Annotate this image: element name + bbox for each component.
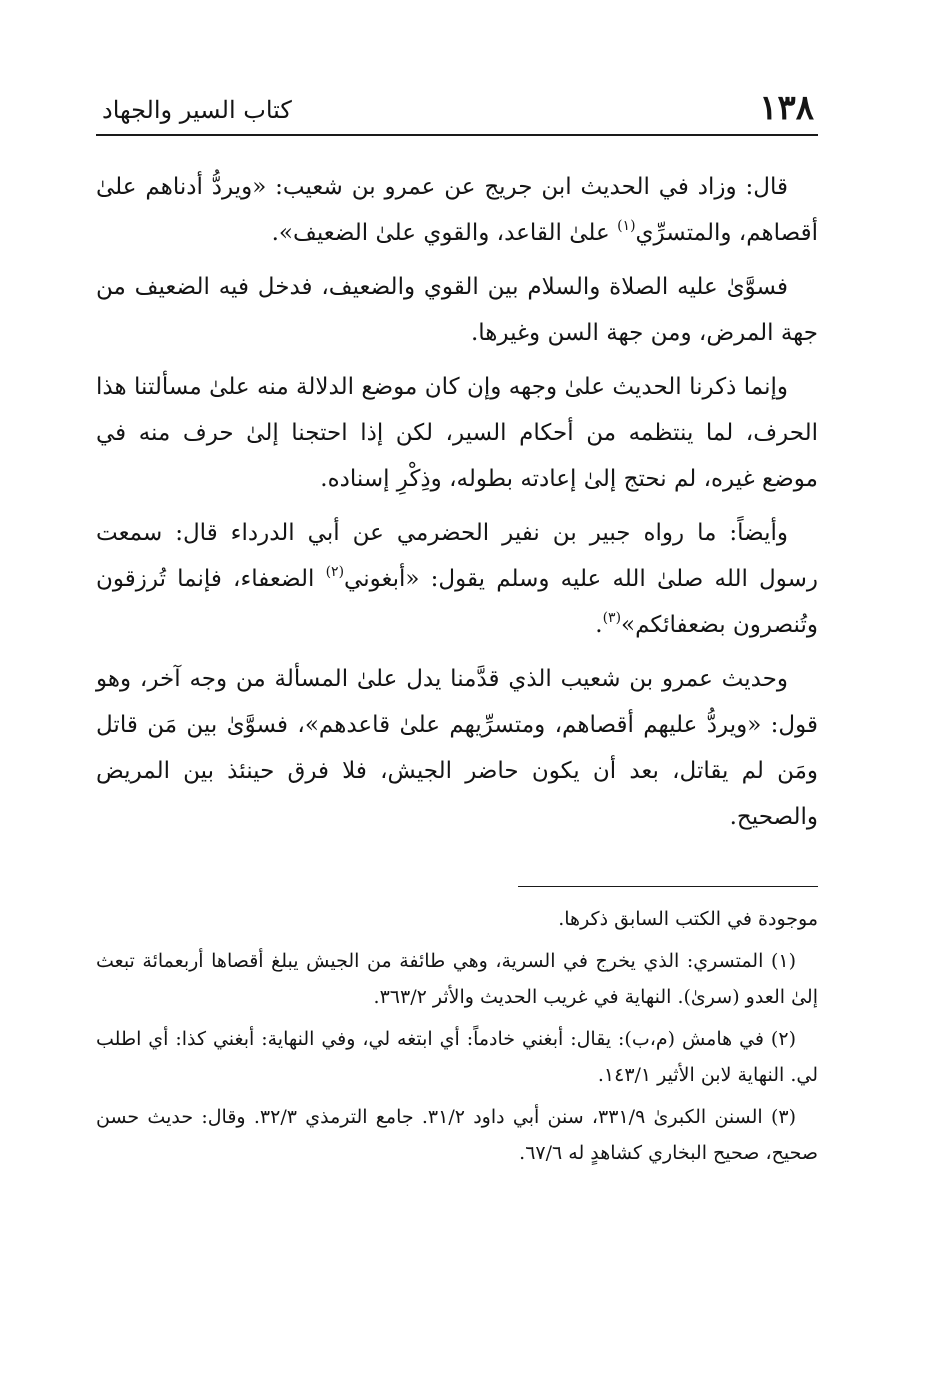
paragraph-3: وإنما ذكرنا الحديث علىٰ وجهه وإن كان موضع الدلالة منه علىٰ مسألتنا هذا الحرف، لما ينتظمه من أحكام السير، لكن إذا احتجنا إلىٰ حرف منه في موضع غيره، لم نحتج إلىٰ إعادته بطوله، وذِكْرِ إسناده.	[96, 374, 818, 492]
page-header	[96, 86, 818, 136]
paragraph-4-text-b: الضعفاء، فإنما تُرزقون وتُنصرون بضعفائكم»	[96, 566, 818, 638]
footnote-ref-3: (٣)	[602, 610, 622, 626]
footnote-ref-1: (١)	[617, 218, 636, 234]
paragraph-1	[96, 164, 818, 256]
footnote-separator	[518, 886, 818, 887]
paragraph-4-text-a: وأيضاً: ما رواه جبير بن نفير الحضرمي عن أبي الدرداء قال: سمعت رسول الله صلىٰ الله عليه وسلم يقول: «أبغوني	[96, 520, 818, 592]
footnote-continued: موجودة في الكتب السابق ذكرها.	[558, 908, 818, 930]
book-page	[96, 86, 818, 1177]
paragraph-1-text-b: علىٰ القاعد، والقوي علىٰ الضعيف».	[271, 220, 618, 246]
running-title: كتاب السير والجهاد	[102, 96, 292, 124]
footnote-3: (٣) السنن الكبرىٰ ٣٣١/٩، سنن أبي داود ٣١/٢. جامع الترمذي ٣٢/٣. وقال: حديث حسن صحيح، صحيح البخاري كشاهدٍ له ٦٧/٦.	[96, 1106, 818, 1164]
paragraph-4-text-c: .	[595, 612, 603, 638]
footnotes	[96, 901, 818, 1171]
main-text	[96, 164, 818, 840]
paragraph-5: وحديث عمرو بن شعيب الذي قدَّمنا يدل علىٰ المسألة من وجه آخر، وهو قول: «ويردُّ عليهم أقصاهم، ومتسرِّيهم علىٰ قاعدهم»، فسوَّىٰ بين مَن قاتل ومَن لم يقاتل، بعد أن يكون حاضر الجيش، فلا فرق حينئذ بين المريض والصحيح.	[96, 666, 818, 830]
paragraph-2: فسوَّىٰ عليه الصلاة والسلام بين القوي والضعيف، فدخل فيه الضعيف من جهة المرض، ومن جهة السن وغيرها.	[96, 274, 818, 346]
page-number: ١٣٨	[759, 88, 814, 128]
footnote-1: (١) المتسري: الذي يخرج في السرية، وهي طائفة من الجيش يبلغ أقصاها أربعمائة تبعث إلىٰ العدو (سرىٰ). النهاية في غريب الحديث والأثر ٣٦٣/٢.	[96, 950, 818, 1008]
paragraph-1-text-a: قال: وزاد في الحديث ابن جريج عن عمرو بن شعيب: «ويردُّ أدناهم علىٰ أقصاهم، والمتسرِّي	[96, 174, 818, 246]
footnote-2: (٢) في هامش (م،ب): يقال: أبغني خادماً: أي ابتغه لي، وفي النهاية: أبغني كذا: أي اطلب لي. النهاية لابن الأثير ١٤٣/١.	[96, 1028, 818, 1086]
footnote-ref-2: (٢)	[325, 564, 345, 580]
paragraph-4	[96, 510, 818, 648]
